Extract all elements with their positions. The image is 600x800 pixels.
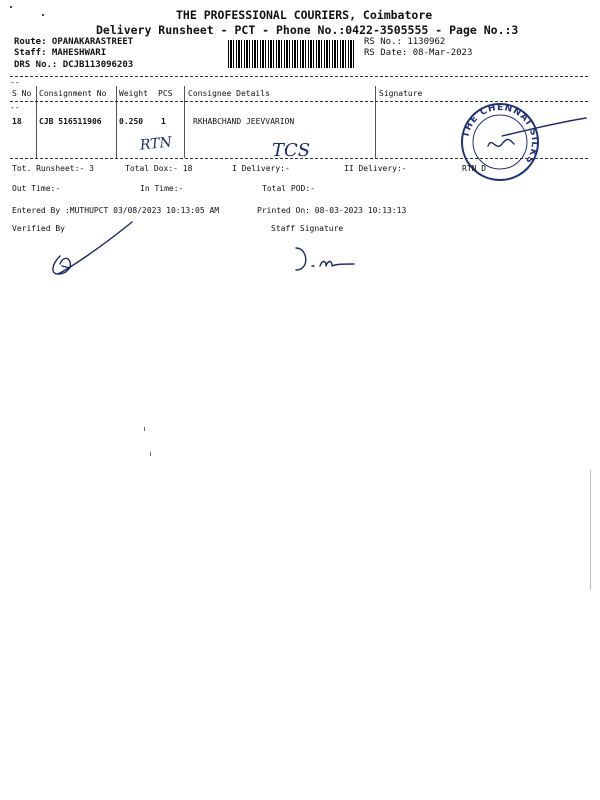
stamp-text: THE CHENNAI SILKS (461, 102, 540, 166)
entered-by: Entered By :MUTHUPCT 03/08/2023 10:13:05 AM (12, 206, 220, 215)
row-pcs: 1 (161, 117, 166, 126)
row-weight: 0.250 (119, 117, 144, 126)
divider-top (10, 76, 588, 77)
header-consignment: Consignment No (39, 89, 107, 98)
column-divider (36, 86, 37, 158)
rs-number: RS No.: 1130962 (364, 37, 446, 47)
staff-label: Staff: MAHESHWARI (14, 48, 107, 58)
column-divider (184, 86, 185, 158)
out-time: Out Time:- (12, 184, 61, 193)
printed-on: Printed On: 08-03-2023 10:13:13 (257, 206, 407, 215)
verifier-signature-icon (40, 218, 140, 280)
staff-signature-icon (290, 240, 360, 276)
header-sno: S No (12, 89, 32, 98)
header-pcs: PCS (158, 89, 173, 98)
rs-date: RS Date: 08-Mar-2023 (364, 48, 473, 58)
in-time: In Time:- (140, 184, 184, 193)
column-divider (116, 86, 117, 158)
row-sno: 18 (12, 117, 22, 126)
row-consignment: CJB 516511906 (39, 117, 102, 126)
second-delivery: II Delivery:- (344, 164, 407, 173)
handwritten-tcs: TCS (272, 140, 311, 161)
barcode (228, 40, 356, 68)
drs-number: DRS No.: DCJB113096203 (14, 60, 134, 70)
handwritten-rtn: RTN (139, 134, 173, 154)
route-label: Route: OPANAKARASTREET (14, 37, 134, 47)
column-divider (375, 86, 376, 158)
total-runsheet: Tot. Runsheet:- 3 (12, 164, 94, 173)
header-consignee: Consignee Details (188, 89, 270, 98)
company-name: THE PROFESSIONAL COURIERS, Coimbatore (176, 8, 433, 22)
verified-by-label: Verified By (12, 224, 65, 233)
first-delivery: I Delivery:- (232, 164, 290, 173)
header-weight: Weight (119, 89, 148, 98)
total-pod: Total POD:- (262, 184, 315, 193)
runsheet-title: Delivery Runsheet - PCT - Phone No.:0422-3505555 - Page No.:3 (96, 23, 519, 37)
row-consignee: RKHABCHAND JEEVVARION (193, 117, 295, 126)
rtn-delivery: RTN D (462, 164, 487, 173)
total-dox: Total Dox:- 18 (125, 164, 193, 173)
staff-signature-label: Staff Signature (271, 224, 344, 233)
signature-scribble-icon (500, 112, 590, 142)
header-signature: Signature (379, 89, 423, 98)
